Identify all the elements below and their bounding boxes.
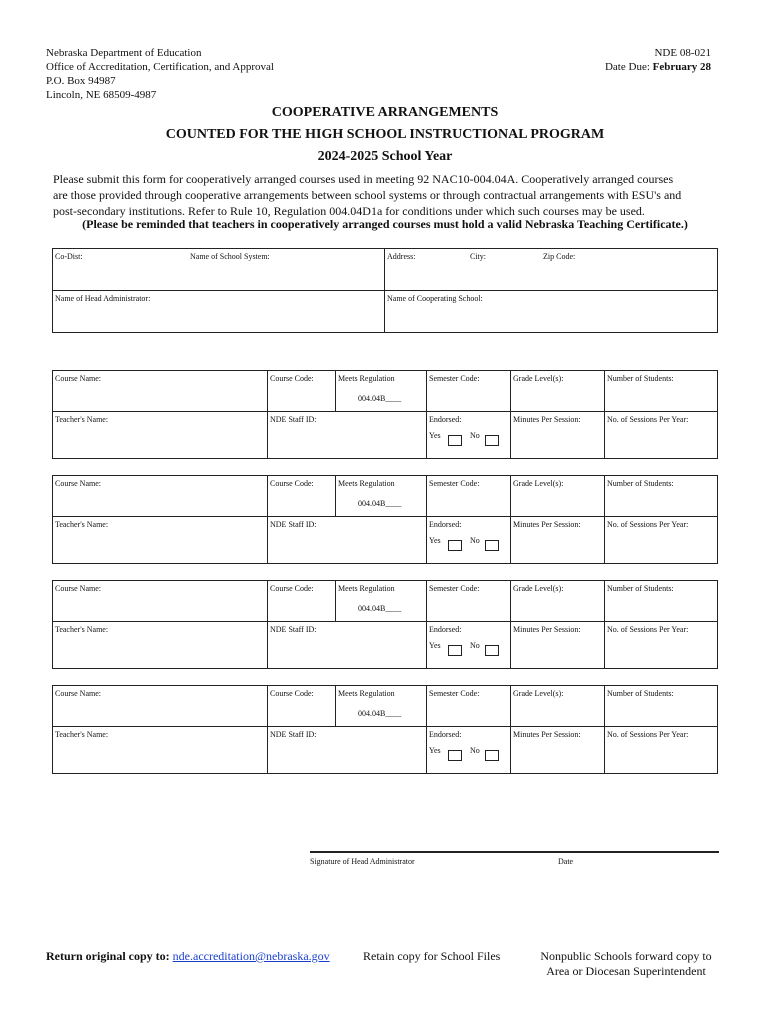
zip-field[interactable]: Zip Code:: [543, 252, 576, 261]
teacher-name-field[interactable]: Teacher's Name:: [55, 730, 109, 739]
regulation-number-field[interactable]: 004.04B____: [358, 499, 402, 508]
number-of-students-field[interactable]: Number of Students:: [607, 689, 674, 698]
regulation-number-field[interactable]: 004.04B____: [358, 709, 402, 718]
endorsed-yes-label: Yes: [429, 746, 441, 755]
grade-levels-field[interactable]: Grade Level(s):: [513, 689, 564, 698]
retain-instructions: Retain copy for School Files: [363, 949, 501, 963]
course-code-field[interactable]: Course Code:: [270, 479, 314, 488]
semester-code-field[interactable]: Semester Code:: [429, 479, 480, 488]
course-code-field[interactable]: Course Code:: [270, 689, 314, 698]
regulation-number-field[interactable]: 004.04B____: [358, 604, 402, 613]
course-name-field[interactable]: Course Name:: [55, 584, 101, 593]
signature-line: [310, 851, 719, 853]
nde-staff-id-field[interactable]: NDE Staff ID:: [270, 730, 317, 739]
signature-date-label[interactable]: Date: [558, 857, 574, 866]
nde-staff-id-field[interactable]: NDE Staff ID:: [270, 625, 317, 634]
minutes-per-session-field[interactable]: Minutes Per Session:: [513, 625, 581, 634]
nde-staff-id-field[interactable]: NDE Staff ID:: [270, 415, 317, 424]
title-line-2: COUNTED FOR THE HIGH SCHOOL INSTRUCTIONAL PROGRAM: [165, 127, 605, 142]
nde-staff-id-field[interactable]: NDE Staff ID:: [270, 520, 317, 529]
minutes-per-session-field[interactable]: Minutes Per Session:: [513, 520, 581, 529]
endorsed-no-checkbox[interactable]: [485, 645, 499, 656]
endorsed-no-label: No: [470, 746, 480, 755]
endorsed-label: Endorsed:: [429, 730, 462, 739]
number-of-students-field[interactable]: Number of Students:: [607, 479, 674, 488]
grade-levels-field[interactable]: Grade Level(s):: [513, 584, 564, 593]
semester-code-field[interactable]: Semester Code:: [429, 584, 480, 593]
meets-regulation-label: Meets Regulation: [338, 479, 395, 488]
cooperating-school-field[interactable]: Name of Cooperating School:: [387, 294, 483, 303]
regulation-number-field[interactable]: 004.04B____: [358, 394, 402, 403]
meets-regulation-label: Meets Regulation: [338, 374, 395, 383]
form-meta: [605, 46, 711, 74]
sessions-per-year-field[interactable]: No. of Sessions Per Year:: [607, 730, 689, 739]
minutes-per-session-field[interactable]: Minutes Per Session:: [513, 730, 581, 739]
number-of-students-field[interactable]: Number of Students:: [607, 584, 674, 593]
number-of-students-field[interactable]: Number of Students:: [607, 374, 674, 383]
nonpublic-instructions: Nonpublic Schools forward copy to Area or Diocesan Superintendent: [540, 949, 712, 978]
agency-city: Lincoln, NE 68509-4987: [46, 89, 157, 101]
intro-text: Please submit this form for cooperatively arranged courses used in meeting 92 NAC10-004.04A. Cooperatively arranged courses are those provided through cooperative arrangements between school systems or through contractual arrangements with ESU's and post-secondary institutions. Refer to Rule 10, Regulation 004.04D1a for conditions under which such courses may be used.: [53, 172, 682, 218]
signature-label[interactable]: Signature of Head Administrator: [310, 857, 415, 866]
endorsed-label: Endorsed:: [429, 415, 462, 424]
certificate-reminder: (Please be reminded that teachers in cooperatively arranged courses must hold a valid Nebraska Teaching Certificate.): [82, 217, 688, 231]
minutes-per-session-field[interactable]: Minutes Per Session:: [513, 415, 581, 424]
sessions-per-year-field[interactable]: No. of Sessions Per Year:: [607, 625, 689, 634]
endorsed-yes-label: Yes: [429, 641, 441, 650]
endorsed-no-checkbox[interactable]: [485, 435, 499, 446]
endorsed-label: Endorsed:: [429, 625, 462, 634]
agency-office: Office of Accreditation, Certification, and Approval: [46, 61, 274, 73]
endorsed-no-checkbox[interactable]: [485, 540, 499, 551]
teacher-name-field[interactable]: Teacher's Name:: [55, 415, 109, 424]
endorsed-yes-checkbox[interactable]: [448, 540, 462, 551]
sessions-per-year-field[interactable]: No. of Sessions Per Year:: [607, 415, 689, 424]
endorsed-no-label: No: [470, 641, 480, 650]
endorsed-no-label: No: [470, 431, 480, 440]
endorsed-yes-checkbox[interactable]: [448, 645, 462, 656]
meets-regulation-label: Meets Regulation: [338, 689, 395, 698]
head-admin-field[interactable]: Name of Head Administrator:: [55, 294, 151, 303]
sessions-per-year-field[interactable]: No. of Sessions Per Year:: [607, 520, 689, 529]
endorsed-yes-checkbox[interactable]: [448, 435, 462, 446]
teacher-name-field[interactable]: Teacher's Name:: [55, 625, 109, 634]
teacher-name-field[interactable]: Teacher's Name:: [55, 520, 109, 529]
course-name-field[interactable]: Course Name:: [55, 479, 101, 488]
course-name-field[interactable]: Course Name:: [55, 689, 101, 698]
meets-regulation-label: Meets Regulation: [338, 584, 395, 593]
form-number: NDE 08-021: [654, 47, 711, 59]
semester-code-field[interactable]: Semester Code:: [429, 374, 480, 383]
agency-po-box: P.O. Box 94987: [46, 75, 116, 87]
return-instructions: Return original copy to: nde.accreditation@nebraska.gov: [46, 949, 330, 963]
agency-address: [46, 46, 274, 102]
co-dist-field[interactable]: Co-Dist:: [55, 252, 83, 261]
title-line-1: COOPERATIVE ARRANGEMENTS: [271, 105, 499, 120]
date-due: Date Due: February 28: [604, 61, 711, 73]
course-code-field[interactable]: Course Code:: [270, 584, 314, 593]
endorsed-label: Endorsed:: [429, 520, 462, 529]
endorsed-yes-label: Yes: [429, 536, 441, 545]
city-field[interactable]: City:: [470, 252, 487, 261]
course-name-field[interactable]: Course Name:: [55, 374, 101, 383]
school-system-field[interactable]: Name of School System:: [190, 252, 270, 261]
endorsed-no-label: No: [470, 536, 480, 545]
address-field[interactable]: Address:: [387, 252, 416, 261]
grade-levels-field[interactable]: Grade Level(s):: [513, 479, 564, 488]
course-code-field[interactable]: Course Code:: [270, 374, 314, 383]
grade-levels-field[interactable]: Grade Level(s):: [513, 374, 564, 383]
endorsed-yes-label: Yes: [429, 431, 441, 440]
endorsed-yes-checkbox[interactable]: [448, 750, 462, 761]
endorsed-no-checkbox[interactable]: [485, 750, 499, 761]
agency-name: Nebraska Department of Education: [46, 47, 202, 59]
semester-code-field[interactable]: Semester Code:: [429, 689, 480, 698]
title-line-3: 2024-2025 School Year: [317, 149, 453, 164]
email-link[interactable]: nde.accreditation@nebraska.gov: [172, 949, 330, 963]
